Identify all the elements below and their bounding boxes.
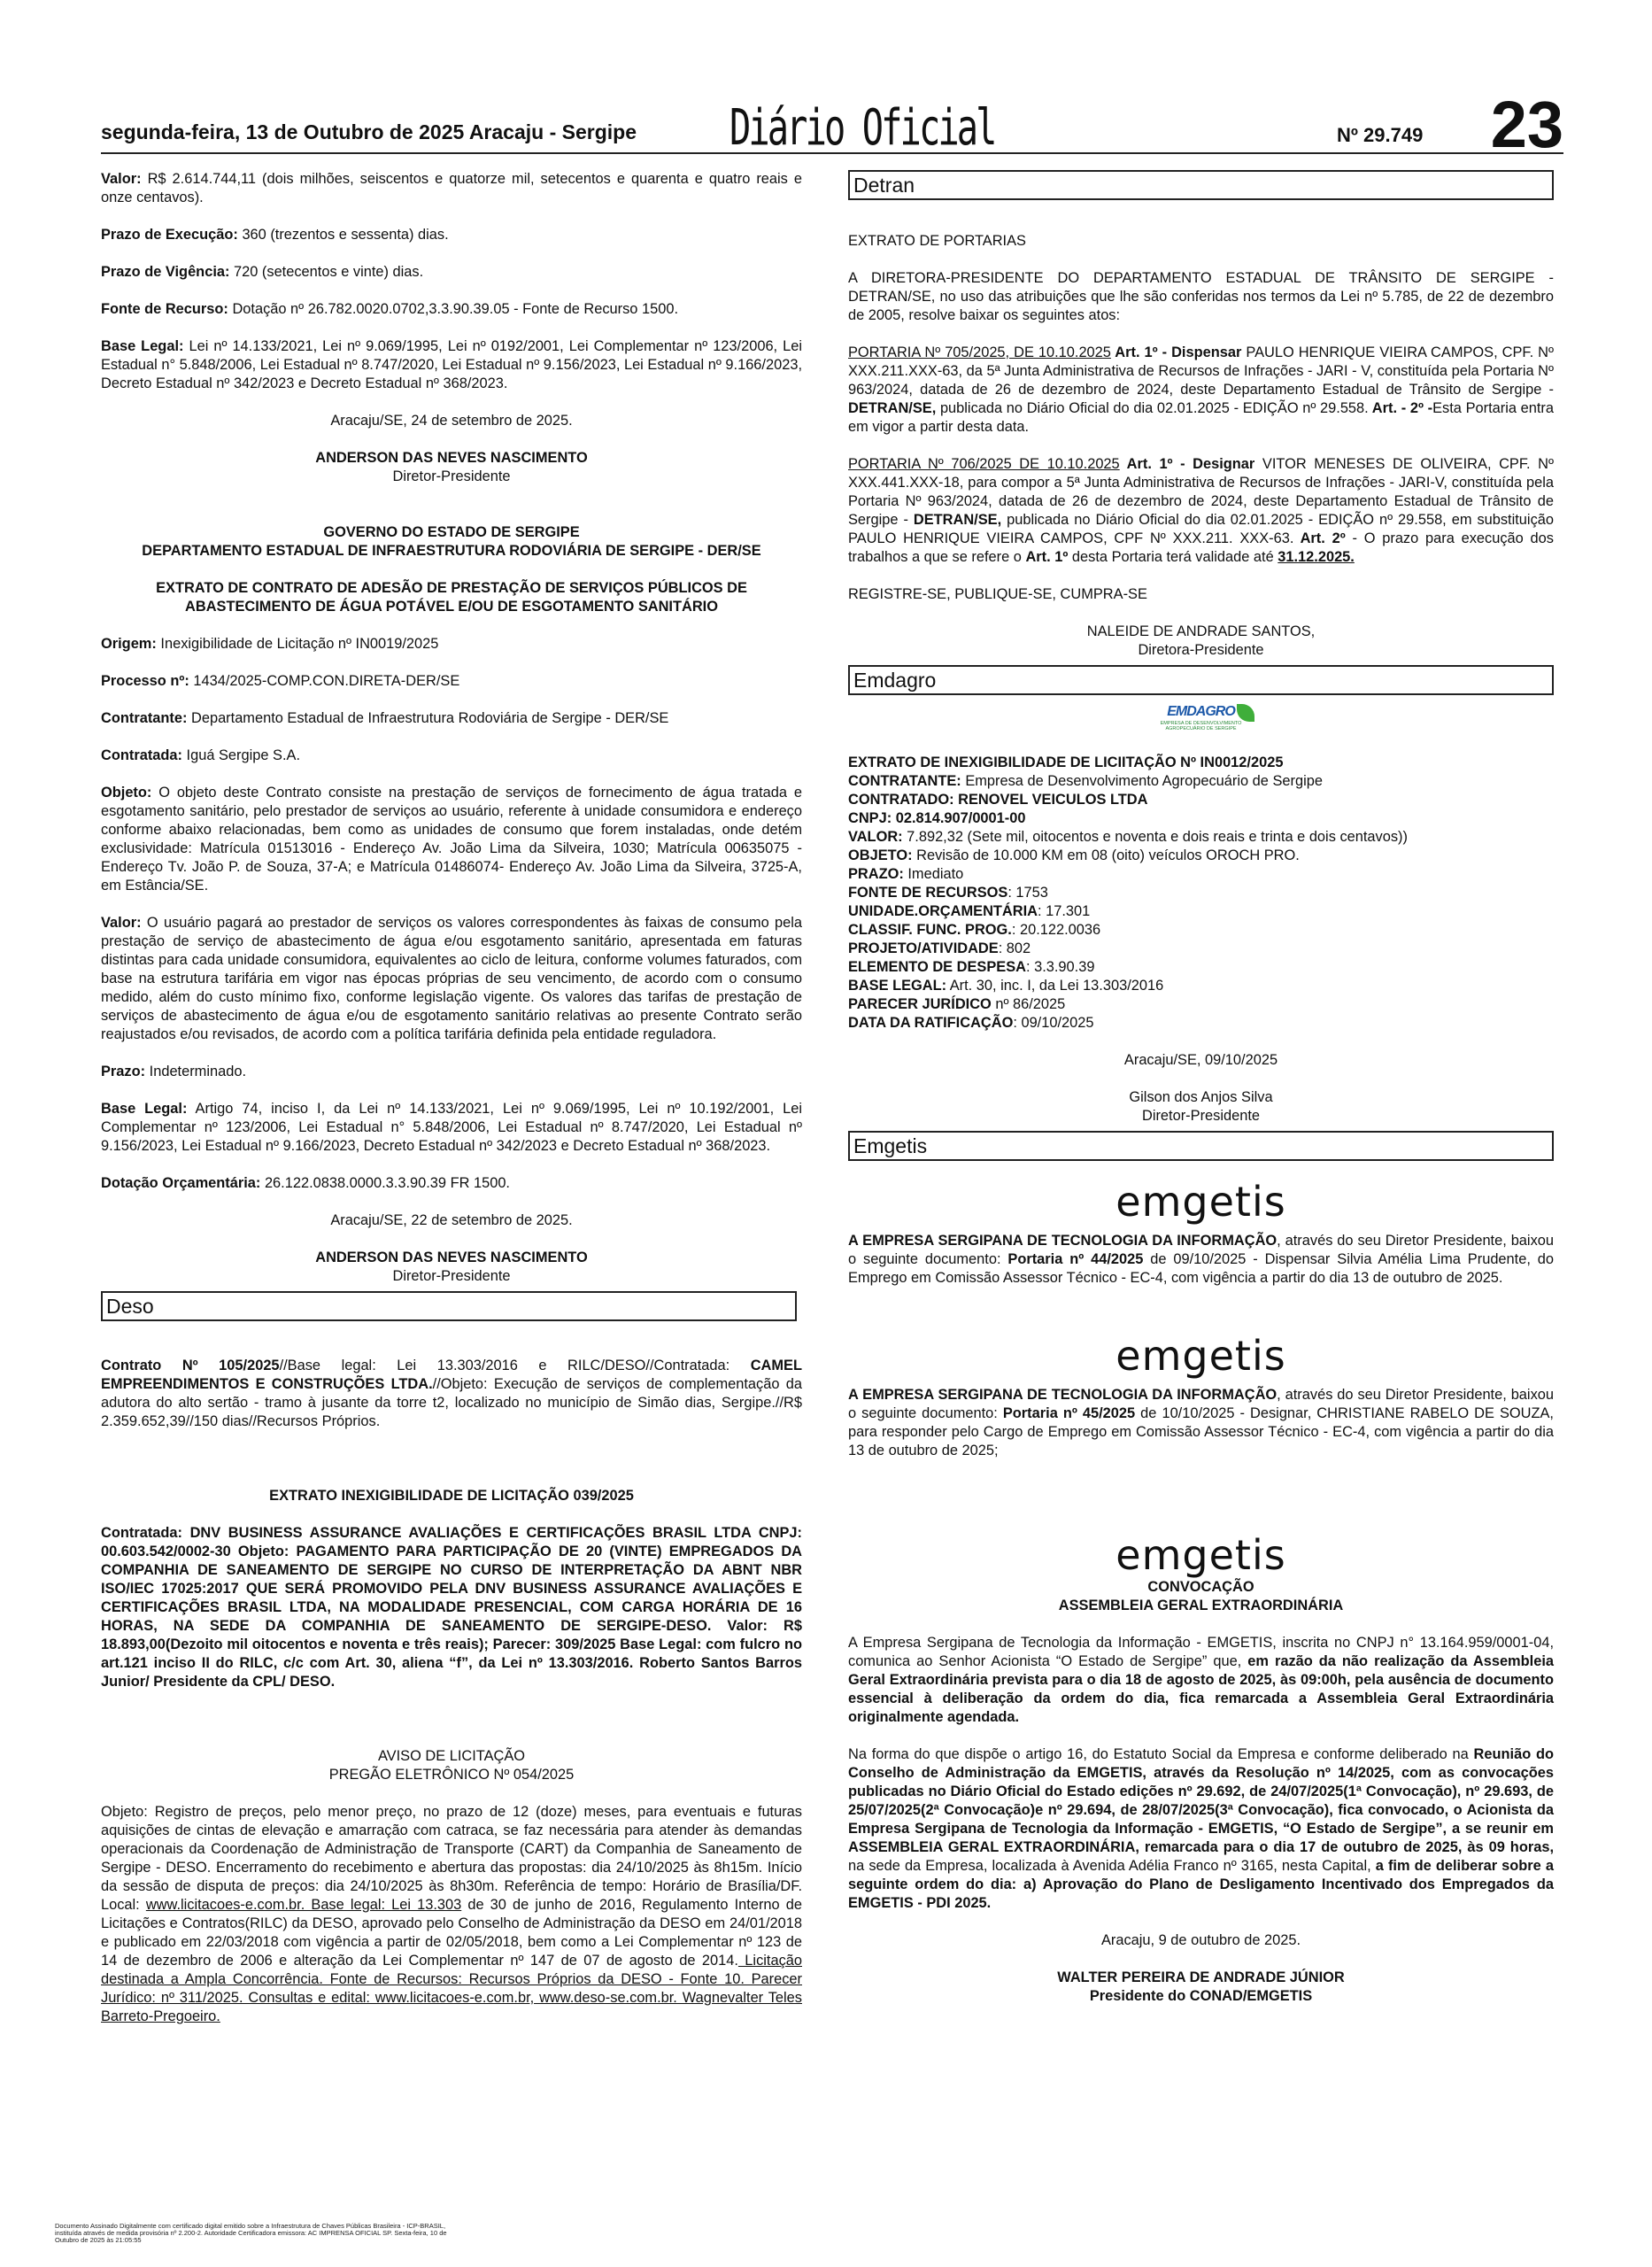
text: VITOR MENESES DE OLIVEIRA, CPF. Nº XXX.441.XXX-18, para compor a 5ª Junta Administrativa de Recursos de Infrações - JARI-V, constituída pela Portaria Nº 963/2024, datada de 26 de dezembro de 2024, deste Departamento Estadual de Trânsito de Sergipe - (848, 456, 1554, 528)
text: 7.892,32 (Sete mil, oitocentos e noventa e dois reais e trinta e dois centavos)) (902, 829, 1408, 845)
place-date: Aracaju/SE, 22 de setembro de 2025. (330, 1212, 573, 1228)
portaria-705 (848, 344, 1554, 437)
label: Fonte de Recurso: (101, 301, 228, 317)
bold-text: Art. 2º (1293, 530, 1346, 546)
text: Iguá Sergipe S.A. (186, 747, 301, 763)
section-detran: Detran (848, 170, 1554, 200)
text: Artigo 74, inciso I, da Lei nº 14.133/2021, Lei nº 9.069/1995, Lei nº 10.192/2001, Lei Complementar nº 123/2006, Lei Estadual n° 5.848/2006, Lei Estadual nº 8.747/2020, Lei Estadual nº 9.156/2023, Lei Estadual nº 9.166/2023, Decreto Estadual nº 342/2023 e Decreto Estadual nº 368/2023. (101, 1101, 802, 1154)
label: Dotação Orçamentária: (101, 1175, 261, 1191)
text: Objeto: Registro de preços, pelo menor preço, no prazo de 12 (doze) meses, para eventuais e futuras aquisições de cintas de elevação e amarração com catraca, se faz necessária para atender às demandas operacionais da Coordenação de Administração de Transporte (CART) da Companhia de Saneamento de Sergipe - DESO. Encerramento do recebimento e abertura das propostas: dia 24/10/2025 às 8h15m. Início da sessão de disputa de preços: dia 24/10/2025 às 8h30m. Referência de tempo: Horário de Brasília/DF. Local: (101, 1804, 802, 1913)
bold-text: Reunião do Conselho de Administração da EMGETIS, através da Resolução nº 14/2025, com as convocações publicadas no Diário Oficial do Estado edições nº 29.692, de 24/07/2025(1ª Convocação), nº 29.693, de 25/07/2025(2ª Convocação)e nº 29.694, de 28/07/2025(3ª Convocação), fica convocado, o Acionista da Empresa Sergipana de Tecnologia da Informação - EMGETIS, “O Estado de Sergipe”, a se reunir em ASSEMBLEIA GERAL EXTRAORDINÁRIA, remarcada para o dia 17 de outubro de 2025, às 09 horas, (848, 1746, 1554, 1855)
text: : 09/10/2025 (1013, 1015, 1094, 1031)
extract-line (848, 828, 1554, 847)
aviso-body (101, 1803, 802, 2026)
bold-text: Art. - 2º - (1368, 400, 1433, 416)
extract-line (848, 995, 1554, 1014)
bold-text: DATA DA RATIFICAÇÃO (848, 1015, 1014, 1031)
signatory-name: WALTER PEREIRA DE ANDRADE JÚNIOR (1057, 1969, 1345, 1985)
emgetis-logo: emgetis (1115, 1531, 1286, 1579)
bold-text: a fim de deliberar sobre a seguinte ordem do dia: a) Aprovação do Plano de Desligamento Incentivado dos Empregados da EMGETIS - PDI 2025. (848, 1858, 1554, 1911)
registre: REGISTRE-SE, PUBLIQUE-SE, CUMPRA-SE (848, 586, 1147, 602)
text: de 10/10/2025 - Designar, CHRISTIANE RABELO DE SOUZA, para responder pelo Cargo de Emprego em Comissão Assessor Técnico - EC-4, com vigência a partir do dia 13 de outubro de 2025; (848, 1405, 1554, 1458)
extract-line (848, 865, 1554, 884)
signatory-role: Diretor-Presidente (392, 468, 511, 484)
bold-text: CONTRATANTE: (848, 773, 961, 789)
extract-line (848, 977, 1554, 995)
text: Art. 30, inc. I, da Lei 13.303/2016 (946, 978, 1164, 994)
page-number: 23 (1490, 88, 1563, 161)
text: O usuário pagará ao prestador de serviços os valores correspondentes às faixas de consumo pela prestação de serviço de abastecimento de água e/ou esgotamento sanitário, apresentada em faturas distintas para cada unidade consumidora, equivalentes ao ciclo de leitura, conforme volumes faturados, com base na estrutura tarifária em vigor nas épocas próprias de seu vencimento, de acordo com o consumo medido, além do custo mínimo fixo, conforme legislação vigente. Os valores das tarifas de prestação de serviços de abastecimento de água e/ou de esgotamento sanitário relativas ao presente Contrato serão reajustados e/ou revisados, de acordo com a política tarifária definida pela entidade reguladora. (101, 915, 803, 1042)
extract-line (848, 772, 1554, 791)
text: Imediato (903, 866, 964, 882)
text: nº 86/2025 (991, 996, 1066, 1012)
prazo (101, 1063, 802, 1081)
bold-text: BASE LEGAL: (848, 978, 947, 994)
extract-line (848, 902, 1554, 921)
bold-text: PROJETO/ATIVIDADE (848, 940, 999, 956)
objeto (101, 784, 802, 895)
bold-text: Art. 1º - Designar (1119, 456, 1255, 472)
right-column (848, 170, 1554, 2006)
text: na sede da Empresa, localizada à Avenida Adélia Franco nº 3165, nesta Capital, (848, 1858, 1376, 1874)
dotacao (101, 1174, 802, 1193)
fonte-recurso (101, 300, 802, 319)
bold-text: 31.12.2025. (1278, 549, 1355, 565)
deso-contrato (101, 1357, 802, 1431)
text: , através do seu Diretor Presidente, baixou o seguinte documento: (848, 1387, 1554, 1421)
detran-intro: A DIRETORA-PRESIDENTE DO DEPARTAMENTO ESTADUAL DE TRÂNSITO DE SERGIPE - DETRAN/SE, no uso das atribuições que lhe são conferidas nos termos da Lei nº 5.785, de 22 de dezembro de 2005, resolve baixar os seguintes atos: (848, 270, 1554, 323)
contratante (101, 709, 802, 728)
label: Contratante: (101, 710, 188, 726)
header-date: segunda-feira, 13 de Outubro de 2025 Aracaju - Sergipe (101, 120, 637, 143)
text: PAULO HENRIQUE VIEIRA CAMPOS, CPF. Nº XXX.211.XXX-63, da 5ª Junta Administrativa de Recursos de Infrações - JARI - V, constituída pela Portaria Nº 963/2024, datada de 26 de dezembro de 2024, deste Departamento Estadual de Trânsito de Sergipe - (848, 344, 1554, 398)
extract-line (848, 940, 1554, 958)
portaria-ref: PORTARIA Nº 705/2025, DE 10.10.2025 (848, 344, 1111, 360)
bold-text: Portaria nº 45/2025 (1002, 1405, 1136, 1421)
signatory-role: Diretora-Presidente (1138, 642, 1264, 658)
label: Objeto: (101, 785, 152, 801)
bold-text: EXTRATO DE INEXIGIBILIDADE DE LICIITAÇÃO Nº IN0012/2025 (848, 754, 1284, 770)
extrato-title: EXTRATO DE CONTRATO DE ADESÃO DE PRESTAÇÃO DE SERVIÇOS PÚBLICOS DE ABASTECIMENTO DE ÁGUA POTÁVEL E/OU DE ESGOTAMENTO SANITÁRIO (156, 580, 747, 615)
text: de 09/10/2025 - Dispensar Silvia Amélia Lima Prudente, do Emprego em Comissão Assessor Técnico - EC-4, com vigência a partir do dia 13 de outubro de 2025. (848, 1251, 1554, 1286)
text: Departamento Estadual de Infraestrutura Rodoviária de Sergipe - DER/SE (191, 710, 669, 726)
bold-text: Art. 1º - Dispensar (1110, 344, 1242, 360)
text: publicada no Diário Oficial do dia 02.01.2025 - EDIÇÃO nº 29.558. (936, 400, 1369, 416)
text: Dotação nº 26.782.0020.0702,3.3.90.39.05 - Fonte de Recurso 1500. (232, 301, 678, 317)
bold-text: A EMPRESA SERGIPANA DE TECNOLOGIA DA INFORMAÇÃO (848, 1387, 1278, 1403)
text: Empresa de Desenvolvimento Agropecuário de Sergipe (961, 773, 1323, 789)
text: , através do seu Diretor Presidente, baixou o seguinte documento: (848, 1233, 1554, 1267)
signatory-name: Gilson dos Anjos Silva (1129, 1089, 1273, 1105)
extrato-portarias: EXTRATO DE PORTARIAS (848, 233, 1026, 249)
left-column (101, 170, 802, 2045)
text: publicada no Diário Oficial do dia 02.01.2025 - EDIÇÃO nº 29.558, em substituição PAULO HENRIQUE VIEIRA CAMPOS, CPF Nº XXX.211. XXX-63. (848, 512, 1554, 546)
label: Prazo de Vigência: (101, 264, 230, 280)
signatory-name: ANDERSON DAS NEVES NASCIMENTO (315, 1250, 588, 1265)
convocacao-subtitle: ASSEMBLEIA GERAL EXTRAORDINÁRIA (1058, 1598, 1344, 1613)
text: Revisão de 10.000 KM em 08 (oito) veículos OROCH PRO. (912, 847, 1300, 863)
label: Base Legal: (101, 1101, 188, 1117)
text: O objeto deste Contrato consiste na prestação de serviços de fornecimento de água tratada e esgotamento sanitário, pelo prestador de serviços ao usuário, referente à unidade consumidora e endereço conforme abaixo relacionadas, bem como as unidades de consumo que forem instaladas, onde detém exclusividade: Matrícula 01513016 - Endereço Av. João Lima da Silveira, 1030; Matrícula 00635075 - Endereço Tv. João P. de Souza, 37-A; e Matrícula 01486074- Endereço Av. João Lima da Silveira, 3725-A, em Estância/SE. (101, 785, 802, 894)
bold-text: Art. 1º (1025, 549, 1069, 565)
extract-line (848, 884, 1554, 902)
text: //Base legal: Lei 13.303/2016 e RILC/DESO//Contratada: (279, 1358, 730, 1373)
bold-text: PARECER JURÍDICO (848, 996, 992, 1012)
certificate-footer: Documento Assinado Digitalmente com certificado digital emitido sobre a Infraestrutura de Chaves Públicas Brasileira - ICP-BRASIL, instituída através de medida provisória nº 2.200-2. Autoridade Certificadora emissora: AC IMPRENSA OFICIAL SP. Sexta-feira, 10 de Outubro de 2025 às 21:05:55 (55, 2222, 447, 2244)
label: Contratada: (101, 747, 182, 763)
newspaper-title: Diário Oficial (730, 99, 995, 157)
emdagro-logo (1148, 702, 1254, 732)
text: A Empresa Sergipana de Tecnologia da Informação - EMGETIS, inscrita no CNPJ n° 13.164.959/0001-04, comunica ao Senhor Acionista “O Estado de Sergipe” que, (848, 1635, 1554, 1669)
portaria-ref: PORTARIA Nº 706/2025 DE 10.10.2025 (848, 456, 1120, 472)
section-emgetis: Emgetis (848, 1131, 1554, 1161)
der-heading: DEPARTAMENTO ESTADUAL DE INFRAESTRUTURA RODOVIÁRIA DE SERGIPE - DER/SE (142, 543, 761, 559)
signatory-role: Diretor-Presidente (1142, 1108, 1260, 1124)
bold-text: CNPJ: 02.814.907/0001-00 (848, 810, 1026, 826)
page-header (101, 88, 1563, 161)
inex-title: EXTRATO INEXIGIBILIDADE DE LICITAÇÃO 039/2025 (269, 1488, 634, 1504)
signatory-name: NALEIDE DE ANDRADE SANTOS, (1086, 623, 1316, 639)
base-legal-2 (101, 1100, 802, 1156)
bold-text: DETRAN/SE, (848, 400, 937, 416)
label: Prazo de Execução: (101, 227, 238, 243)
emdagro-extract (848, 754, 1554, 1033)
base-legal (101, 337, 802, 393)
origem (101, 635, 802, 654)
extract-line (848, 754, 1554, 772)
extract-line (848, 847, 1554, 865)
processo (101, 672, 802, 691)
emgetis-logo: emgetis (1115, 1332, 1286, 1380)
text: : 3.3.90.39 (1025, 959, 1095, 975)
aviso-subtitle: PREGÃO ELETRÔNICO Nº 054/2025 (328, 1767, 575, 1783)
convocacao-p2 (848, 1745, 1554, 1913)
label: Valor: (101, 171, 142, 187)
text: //Objeto: Execução de serviços de complementação da adutora do alto sertão - tramo à jusante da torre t2, localizado no município de Simão dias, Sergipe.//R$ 2.359.652,39//150 dias//Recursos Próprios. (101, 1376, 803, 1429)
section-emdagro: Emdagro (848, 665, 1554, 695)
valor-2 (101, 914, 802, 1044)
text: R$ 2.614.744,11 (dois milhões, seiscentos e quatorze mil, setecentos e quarenta e quatro reais e onze centavos). (101, 171, 802, 205)
text: Indeterminado. (149, 1064, 246, 1079)
place-date: Aracaju, 9 de outubro de 2025. (1100, 1932, 1301, 1948)
issue-number: Nº 29.749 (1337, 124, 1424, 146)
text: 1434/2025-COMP.CON.DIRETA-DER/SE (193, 673, 460, 689)
bold-text: Contrato Nº 105/2025 (101, 1358, 280, 1373)
text: : 802 (998, 940, 1031, 956)
text: 26.122.0838.0000.3.3.90.39 FR 1500. (264, 1175, 510, 1191)
text: Esta Portaria entra em vigor a partir desta data. (848, 400, 1555, 435)
aviso-title: AVISO DE LICITAÇÃO (377, 1748, 526, 1764)
bold-text: FONTE DE RECURSOS (848, 885, 1008, 901)
text: - O prazo para execução dos trabalhos a que se refere o (848, 530, 1554, 565)
bold-text: VALOR: (848, 829, 903, 845)
bold-text: PRAZO: (848, 866, 904, 882)
bold-text: UNIDADE.ORÇAMENTÁRIA (848, 903, 1038, 919)
text: Na forma do que dispõe o artigo 16, do Estatuto Social da Empresa e conforme deliberado na (848, 1746, 1474, 1762)
contratada (101, 747, 802, 765)
bold-text: Portaria nº 44/2025 (1007, 1251, 1144, 1267)
text: Inexigibilidade de Licitação nº IN0019/2025 (160, 636, 439, 652)
prazo-execucao (101, 226, 802, 244)
text: : 1753 (1007, 885, 1048, 901)
extract-line (848, 1014, 1554, 1033)
convocacao-p1 (848, 1634, 1554, 1727)
bold-text: CLASSIF. FUNC. PROG. (848, 922, 1012, 938)
label: Prazo: (101, 1064, 146, 1079)
emgetis-logo: emgetis (1115, 1178, 1286, 1226)
text: 720 (setecentos e vinte) dias. (234, 264, 424, 280)
label: Processo nº: (101, 673, 189, 689)
inex-body: Contratada: DNV BUSINESS ASSURANCE AVALIAÇÕES E CERTIFICAÇÕES BRASIL LTDA CNPJ: 00.603.542/0002-30 Objeto: PAGAMENTO PARA PARTICIPAÇÃO DE 20 (VINTE) EMPREGADOS DA COMPANHIA DE SANEAMENTO DE SERGIPE NO CURSO DE INTERPRETAÇÃO DA ABNT NBR ISO/IEC 17025:2017 QUE SERÁ PROMOVIDO PELA DNV BUSINESS ASSURANCE AVALIAÇÕES E CERTIFICAÇÕES BRASIL LTDA, NA MODALIDADE PRESENCIAL, COM CARGA HORÁRIA DE 16 HORAS, NA SEDE DA COMPANHIA DE SANEAMENTO DE SERGIPE-DESO. Valor: R$ 18.893,00(Dezoito mil oitocentos e noventa e três reais); Parecer: 309/2025 Base Legal: com fulcro no art.121 inciso II do RILC, c/c com Art. 30, aliena “f”, da Lei nº 13.303/2016. Roberto Santos Barros Junior/ Presidente da CPL/ DESO. (101, 1525, 802, 1690)
bold-text: DETRAN/SE, (913, 512, 1002, 528)
emgetis-portaria-44 (848, 1232, 1554, 1288)
gov-heading: GOVERNO DO ESTADO DE SERGIPE (323, 524, 580, 540)
prazo-vigencia (101, 263, 802, 282)
label: Origem: (101, 636, 157, 652)
emgetis-portaria-45 (848, 1386, 1554, 1460)
extract-line (848, 921, 1554, 940)
label: Base Legal: (101, 338, 184, 354)
section-deso: Deso (101, 1291, 797, 1321)
bold-text: OBJETO: (848, 847, 913, 863)
extract-line (848, 791, 1554, 809)
extract-line (848, 809, 1554, 828)
text: : 20.122.0036 (1011, 922, 1101, 938)
place-date: Aracaju/SE, 24 de setembro de 2025. (330, 413, 573, 429)
signatory-role: Presidente do CONAD/EMGETIS (1089, 1988, 1313, 2004)
emdagro-logo-text: EMDAGRO (1167, 704, 1235, 719)
link[interactable]: www.licitacoes-e.com.br. Base legal: Lei 13.303 (145, 1897, 462, 1913)
label: Valor: (101, 915, 142, 931)
bold-text: CAMEL EMPREENDIMENTOS E CONSTRUÇÕES LTDA. (101, 1358, 802, 1392)
place-date: Aracaju/SE, 09/10/2025 (1123, 1052, 1278, 1068)
text: : 17.301 (1037, 903, 1091, 919)
text: Lei nº 14.133/2021, Lei nº 9.069/1995, Lei nº 0192/2001, Lei Complementar nº 123/2006, Lei Estadual n° 5.848/2006, Lei Estadual nº 8.747/2020, Lei Estadual nº 9.156/2023, Lei Estadual nº 9.166/2023, Decreto Estadual nº 342/2023 e Decreto Estadual nº 368/2023. (101, 338, 802, 391)
text: 360 (trezentos e sessenta) dias. (242, 227, 449, 243)
valor-paragraph (101, 170, 802, 207)
text: de 30 de junho de 2016, Regulamento Interno de Licitações e Contratos(RILC) da DESO, aprovado pelo Conselho de Administração da DESO em 24/01/2018 e publicado em 22/03/2018 com vigência a partir de 02/05/2018, bem como a Lei Complementar nº 123 de 14 de dezembro de 2006 e alteração da Lei Complementar nº 147 de 07 de agosto de 2014. (101, 1897, 802, 1969)
extract-line (848, 958, 1554, 977)
bold-text: em razão da não realização da Assembleia Geral Extraordinária prevista para o dia 18 de agosto de 2025, às 09:00h, pela ausência de documento essencial à deliberação da ordem do dia, fica remarcada a Assembleia Geral Extraordinária originalmente agendada. (848, 1653, 1554, 1725)
bold-text: CONTRATADO: RENOVEL VEICULOS LTDA (848, 792, 1148, 808)
text: desta Portaria terá validade até (1068, 549, 1278, 565)
emdagro-logo-subtext: EMPRESA DE DESENVOLVIMENTO AGROPECUÁRIO DE SERGIPE (1160, 721, 1242, 731)
portaria-706 (848, 455, 1554, 567)
signatory-name: ANDERSON DAS NEVES NASCIMENTO (315, 450, 588, 466)
bold-text: ELEMENTO DE DESPESA (848, 959, 1026, 975)
bold-text: A EMPRESA SERGIPANA DE TECNOLOGIA DA INFORMAÇÃO (848, 1233, 1278, 1249)
convocacao-title: CONVOCAÇÃO (1147, 1579, 1254, 1595)
underlined-text: Licitação destinada a Ampla Concorrência. Fonte de Recursos: Recursos Próprios da DESO - Fonte 10. Parecer Jurídico: nº 311/2025. Consultas e edital: www.licitacoes-e.com.br, www.deso-se.com.br. Wagnevalter Teles Barreto-Pregoeiro. (101, 1953, 802, 2024)
signatory-role: Diretor-Presidente (392, 1268, 511, 1284)
